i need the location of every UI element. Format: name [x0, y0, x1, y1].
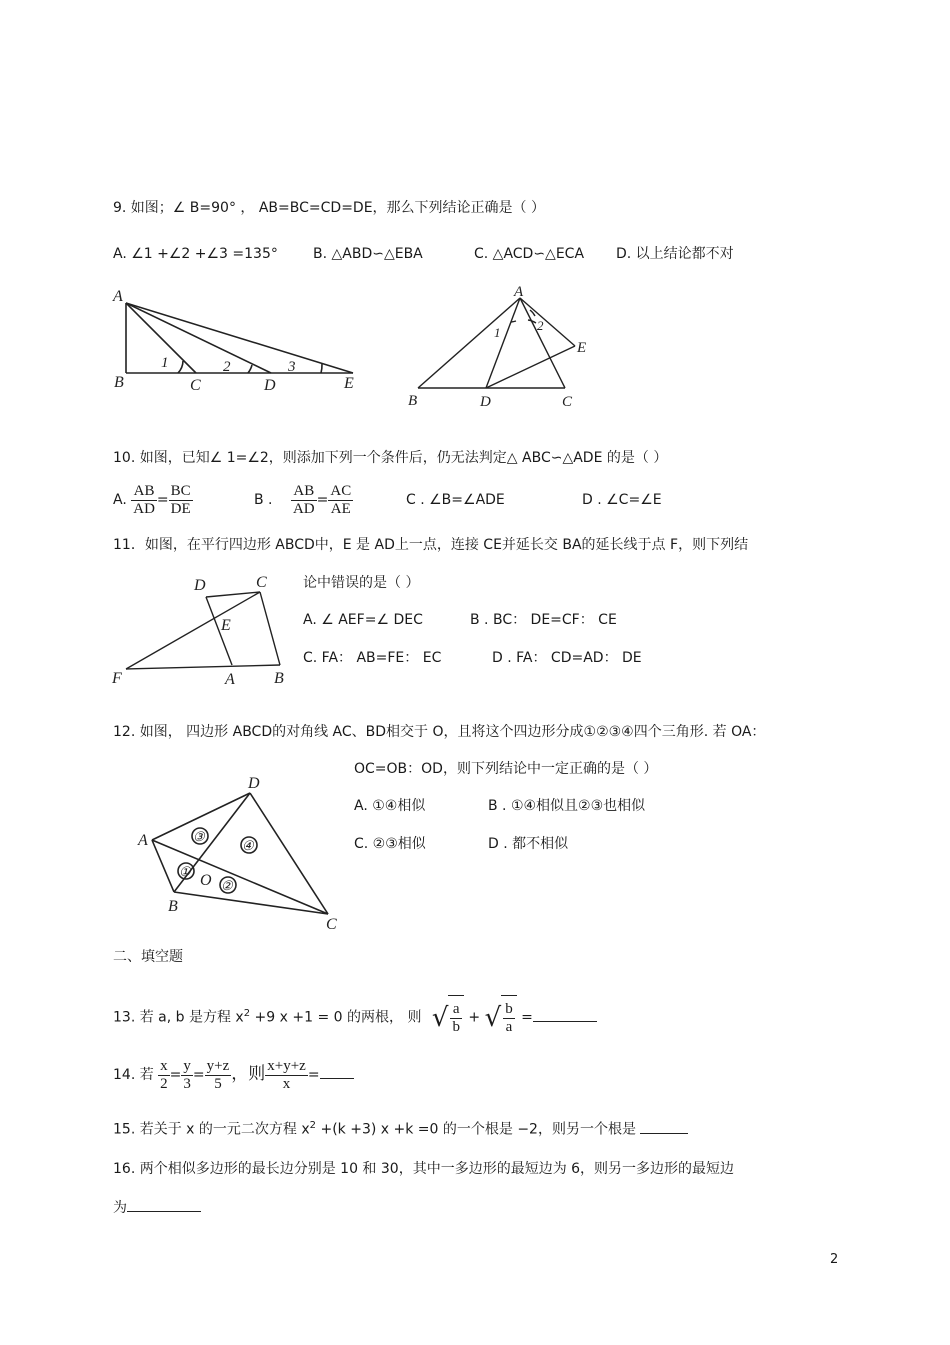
q9-f1-label-d: D [264, 377, 276, 394]
q13-mid: +9 x +1 = 0 的两根， 则 [250, 1009, 422, 1026]
q12-option-b: B . ①④相似且②③也相似 [488, 798, 646, 814]
q9-option-c: C. △ACD∽△ECA [474, 246, 585, 262]
q9-f2-angle-2: 2 [537, 318, 544, 333]
q14: 14. 若 $\frac{x}{2}$ = $\frac{y}{3}$ = $\frac{y+z}{5}$ ，则 $\frac{x+y+z}{x}$ = [113, 1054, 354, 1095]
q13-prefix: 13. 若 a, b 是方程 x [113, 1009, 244, 1026]
q9-f2-angle-1: 1 [494, 325, 501, 340]
q15-text: 15. 若关于 x 的一元二次方程 x [113, 1121, 310, 1138]
q13-answer-blank[interactable] [533, 1007, 597, 1022]
q14-answer-blank[interactable] [320, 1064, 354, 1079]
q9-stem: 9. 如图；∠ B=90° ， AB=BC=CD=DE，那么下列结论正确是（ ） [113, 200, 545, 216]
q15-sup: 2 [309, 1120, 317, 1131]
q12-label-o: O [200, 872, 212, 889]
q9-f1-label-e: E [344, 375, 354, 392]
q9-f1-angle-2: 2 [223, 359, 231, 375]
q14-frac-xyz: $\frac{x+y+z}{x}$ [267, 1057, 306, 1092]
q9-f1-label-c: C [190, 377, 201, 394]
q11-option-b: B . BC： DE=CF： CE [470, 612, 617, 628]
q10-option-d: D . ∠C=∠E [582, 492, 662, 508]
q9-f2-label-e: E [577, 340, 587, 356]
q10-stem: 10. 如图，已知∠ 1=∠2，则添加下列一个条件后，仍无法判定△ ABC∽△ADE 的是（ ） [113, 450, 668, 466]
q12-stem-2: OC=OB：OD，则下列结论中一定正确的是（ ） [354, 761, 658, 777]
page-number: 2 [830, 1252, 839, 1267]
q12-option-a: A. ①④相似 [354, 798, 426, 814]
q10-option-b: B . $\frac{AB}{AD}$ = $\frac{AC}{AE}$ [254, 482, 352, 517]
q11-label-a: A [225, 671, 235, 688]
q9-f2-label-a: A [514, 284, 524, 300]
section-2-title: 二、填空题 [113, 949, 183, 965]
q9-f1-angle-1: 1 [161, 355, 169, 371]
q9-f1-label-b: B [114, 374, 124, 391]
q11-label-d: D [194, 577, 206, 594]
q11-option-c: C. FA： AB=FE： EC [303, 650, 442, 666]
q14-equals: = [307, 1067, 320, 1083]
q12-label-b: B [168, 898, 178, 915]
q10-a-frac1: $\frac{AB}{AD}$ [133, 482, 155, 517]
q16-line-1: 16. 两个相似多边形的最长边分别是 10 和 30，其中一多边形的最短边为 6，则另一多边形的最短边 [113, 1161, 735, 1177]
q14-frac-yz: $\frac{y+z}{5}$ [206, 1057, 230, 1092]
q9-f2-label-d: D [480, 394, 491, 410]
q12-option-d: D . 都不相似 [488, 836, 569, 852]
q13-sqrt-ba: √ $\frac{b}{a}$ [485, 995, 517, 1040]
q9-f2-label-b: B [408, 393, 418, 409]
q12-region-2: ② [221, 878, 233, 893]
q14-frac-y: $\frac{y}{3}$ [183, 1057, 191, 1092]
q10-b-frac1: $\frac{AB}{AD}$ [292, 482, 315, 517]
q13-sup: 2 [243, 1008, 251, 1019]
q13: 13. 若 a, b 是方程 $x^2 +9$ x +1 = 0 的两根， 则 √ $\frac{a}{b}$ + √ $\frac{b}{a}$ = [113, 992, 597, 1040]
q11-figure [108, 570, 303, 690]
q10-a-frac2: $\frac{BC}{DE}$ [170, 482, 191, 517]
q9-option-b: B. △ABD∽△EBA [313, 246, 423, 262]
q10-option-a: A. $\frac{AB}{AD}$ = $\frac{BC}{DE}$ [113, 482, 191, 517]
q9-option-a: A. ∠1 +∠2 +∠3 =135° [113, 246, 278, 262]
q10-b-label: B . [254, 492, 273, 508]
q11-label-e: E [221, 617, 231, 634]
q12-label-d: D [248, 775, 260, 792]
q14-then: ，则 [231, 1064, 266, 1084]
q15 [113, 1116, 688, 1140]
q16-line-2 [113, 1197, 201, 1218]
q9-figure-1 [108, 285, 368, 395]
q11-label-b: B [274, 670, 284, 687]
q12-figure [130, 768, 350, 933]
q11-label-f: F [112, 670, 122, 687]
q10-a-label: A. [113, 492, 127, 508]
q9-f1-label-a: A [113, 288, 123, 305]
q16-answer-blank[interactable] [127, 1197, 201, 1212]
q12-option-c: C. ②③相似 [354, 836, 426, 852]
q9-option-d: D. 以上结论都不对 [616, 246, 734, 262]
q13-sqrt-ab: √ $\frac{a}{b}$ [432, 995, 464, 1040]
q9-f1-angle-3: 3 [288, 359, 296, 375]
q9-figure-2 [400, 280, 600, 410]
q12-stem: 12. 如图， 四边形 ABCD的对角线 AC、BD相交于 O，且将这个四边形分成①②③④四个三角形. 若 OA： [113, 724, 766, 740]
q12-label-a: A [138, 832, 148, 849]
q12-region-3: ③ [193, 829, 205, 844]
q15-rest: +(k +3) x +k =0 的一个根是 −2，则另一个根是 [316, 1121, 641, 1138]
q14-prefix: 14. 若 [113, 1067, 154, 1083]
q11-label-c: C [256, 574, 267, 591]
q12-label-c: C [326, 916, 337, 933]
q11-stem-2: 论中错误的是（ ） [303, 575, 420, 591]
q11-option-d: D . FA： CD=AD： DE [492, 650, 642, 666]
q10-b-frac2: $\frac{AC}{AE}$ [330, 482, 352, 517]
q9-f2-label-c: C [562, 394, 573, 410]
q13-equals: = [521, 1009, 533, 1026]
q11-option-a: A. ∠ AEF=∠ DEC [303, 612, 423, 628]
q15-answer-blank[interactable] [640, 1119, 688, 1134]
q16-line-2-text: 为 [113, 1200, 127, 1216]
q12-region-1: ① [179, 864, 191, 879]
q14-frac-x: $\frac{x}{2}$ [160, 1057, 168, 1092]
q12-region-4: ④ [242, 838, 254, 853]
q11-stem: 11．如图，在平行四边形 ABCD中，E 是 AD上一点，连接 CE并延长交 BA的延长线于点 F，则下列结 [113, 537, 749, 553]
q10-option-c: C . ∠B=∠ADE [406, 492, 505, 508]
